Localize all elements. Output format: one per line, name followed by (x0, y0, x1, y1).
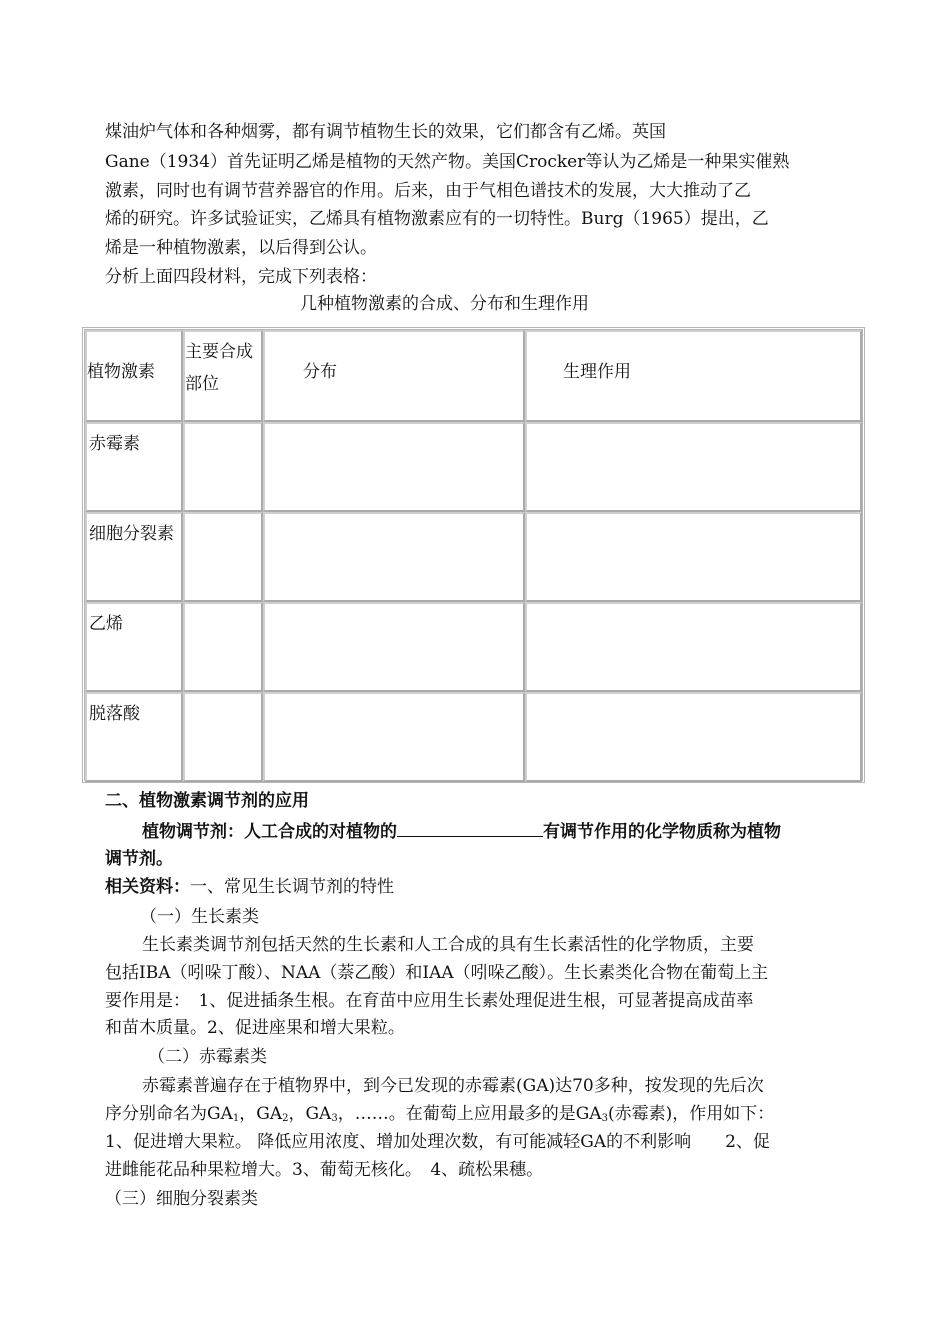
intro-line-1: 煤油炉气体和各种烟雾，都有调节植物生长的效果，它们都含有乙烯。英国 (105, 122, 666, 142)
intro-line-4: 烯的研究。许多试验证实，乙烯具有植物激素应有的一切特性。Burg（1965）提出，乙 (105, 209, 769, 229)
gibberellin-paragraph-line: 序分别命名为$GA_1$，$GA_2$，$GA_3$，……。在葡萄上应用最多的是$GA_3$(赤霉素)，作用如下： (105, 1104, 775, 1124)
row-label-ethylene: 乙烯 (89, 614, 123, 634)
header-function: 生理作用 (525, 330, 862, 422)
header-synthesis: 主要合成 部位 (183, 330, 263, 422)
blank-cell (525, 422, 862, 512)
hormone-table (82, 327, 865, 783)
definition-line-2: 调节剂。 (105, 849, 173, 869)
fill-in-blank[interactable] (397, 818, 543, 837)
row-label-cytokinin: 细胞分裂素 (89, 524, 174, 544)
table-header-row (85, 330, 862, 422)
related-label: 相关资料： (105, 877, 190, 897)
blank-cell (525, 692, 862, 782)
task-instruction: 分析上面四段材料，完成下列表格： (105, 267, 377, 287)
table-row (85, 512, 862, 602)
gibberellin-paragraph-line: 1、促进增大果粒。 降低应用浓度、增加处理次数，有可能减轻GA的不利影响 2、促 (105, 1132, 770, 1152)
table-row (85, 692, 862, 782)
subsection-cytokinin-title: （三）细胞分裂素类 (105, 1189, 258, 1209)
blank-cell (263, 422, 525, 512)
row-label-gibberellin: 赤霉素 (89, 434, 140, 454)
definition-line: 植物调节剂：人工合成的对植物的 有调节作用的化学物质称为植物 (142, 818, 781, 844)
subsection-auxin-title: （一）生长素类 (140, 907, 259, 927)
intro-line-2: Gane（1934）首先证明乙烯是植物的天然产物。美国Crocker等认为乙烯是一种果实催熟 (105, 152, 790, 172)
blank-cell (183, 512, 263, 602)
blank-cell (263, 512, 525, 602)
gibberellin-paragraph-line: 赤霉素普遍存在于植物界中，到今已发现的赤霉素(GA)达70多种，按发现的先后次 (142, 1076, 764, 1096)
blank-cell (183, 602, 263, 692)
subsection-gibberellin-title: （二）赤霉素类 (148, 1047, 267, 1067)
auxin-paragraph-line: 生长素类调节剂包括天然的生长素和人工合成的具有生长素活性的化学物质，主要 (142, 935, 754, 955)
auxin-paragraph-line: 包括IBA（吲哚丁酸）、NAA（萘乙酸）和IAA（吲哚乙酸）。生长素类化合物在葡萄上主 (105, 963, 769, 983)
header-distribution: 分布 (263, 330, 525, 422)
section-heading: 二、植物激素调节剂的应用 (105, 791, 309, 811)
auxin-paragraph-line: 要作用是： 1、促进插条生根。在育苗中应用生长素处理促进生根，可显著提高成苗率 (105, 991, 754, 1011)
blank-cell (263, 692, 525, 782)
blank-cell (525, 512, 862, 602)
intro-line-3: 激素，同时也有调节营养器官的作用。后来，由于气相色谱技术的发展，大大推动了乙 (105, 181, 751, 201)
table-row (85, 422, 862, 512)
header-hormone: 植物激素 (85, 330, 183, 422)
gibberellin-paragraph-line: 进雌能花品种果粒增大。3、葡萄无核化。 4、疏松果穗。 (105, 1160, 544, 1180)
blank-cell (525, 602, 862, 692)
auxin-paragraph-line: 和苗木质量。2、促进座果和增大果粒。 (105, 1018, 405, 1038)
table-row (85, 602, 862, 692)
intro-line-5: 烯是一种植物激素，以后得到公认。 (105, 238, 377, 258)
related-text: 一、常见生长调节剂的特性 (190, 877, 394, 897)
blank-cell (183, 692, 263, 782)
blank-cell (263, 602, 525, 692)
table-caption: 几种植物激素的合成、分布和生理作用 (300, 294, 589, 314)
blank-cell (183, 422, 263, 512)
row-label-abscisic-acid: 脱落酸 (89, 704, 140, 724)
related-materials (105, 875, 394, 899)
